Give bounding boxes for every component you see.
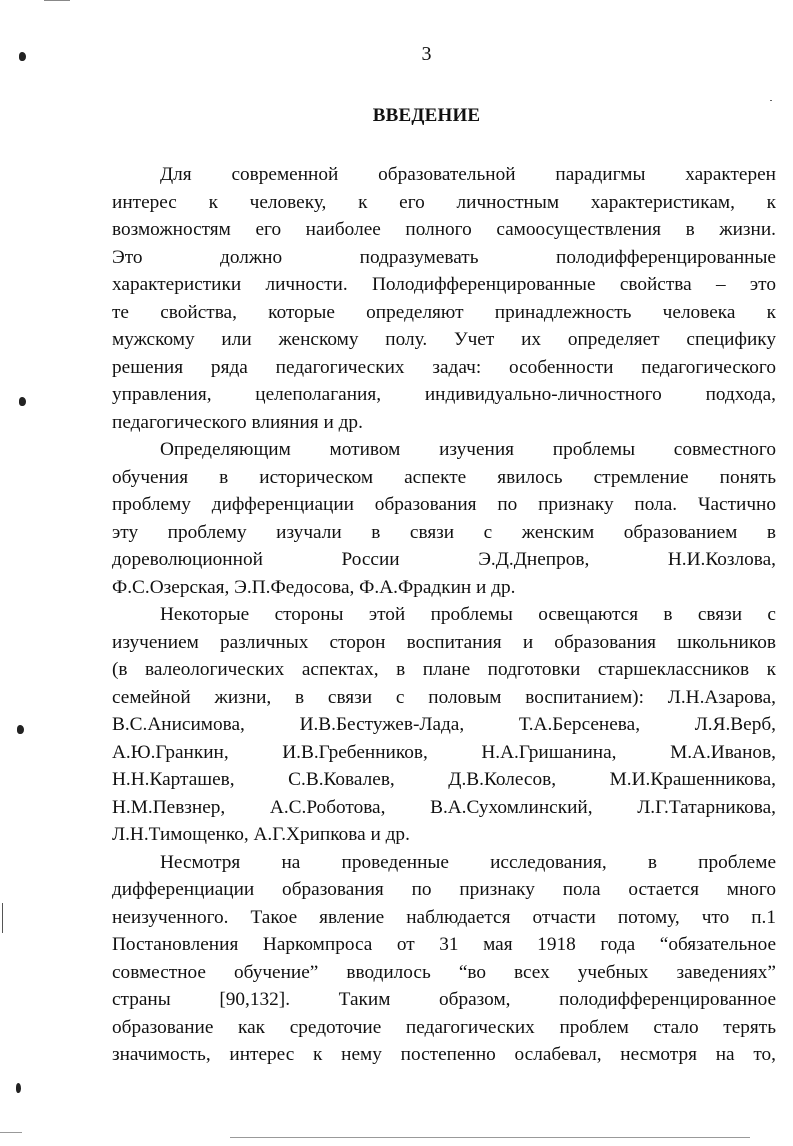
text-line: эту проблему изучали в связи с женским образованием в bbox=[112, 521, 776, 543]
paragraph-intro bbox=[112, 161, 776, 436]
page-title: ВВЕДЕНИЕ bbox=[372, 105, 481, 126]
text-line: Л.Н.Тимощенко, А.Г.Хрипкова и др. bbox=[112, 824, 410, 845]
text-line: Ф.С.Озерская, Э.П.Федосова, Ф.А.Фрадкин и др. bbox=[112, 576, 516, 598]
paragraph-motive bbox=[112, 436, 776, 601]
text-line: Несмотря на проведенные исследования, в проблеме bbox=[160, 851, 776, 873]
scan-bottom-line bbox=[0, 1132, 22, 1133]
scan-bottom-line bbox=[230, 1137, 750, 1138]
text-line: проблему дифференциации образования по признаку пола. Частично bbox=[112, 494, 776, 515]
punch-hole-mark bbox=[17, 725, 24, 734]
punch-hole-mark bbox=[16, 1083, 21, 1093]
text-line: педагогического влияния и др. bbox=[112, 411, 363, 433]
text-line: Определяющим мотивом изучения проблемы совместного bbox=[160, 439, 776, 460]
scan-speck bbox=[770, 100, 772, 101]
text-line: семейной жизни, в связи с половым воспитанием): Л.Н.Азарова, bbox=[112, 686, 776, 708]
text-line: А.Ю.Гранкин, И.В.Гребенников, Н.А.Гришанина, М.А.Иванов, bbox=[112, 741, 776, 763]
page-number: 3 bbox=[421, 43, 432, 65]
text-line: те свойства, которые определяют принадлежность человека к bbox=[112, 301, 776, 323]
scan-top-rule bbox=[44, 0, 70, 1]
text-line: обучения в историческом аспекте явилось стремление понять bbox=[112, 466, 776, 488]
text-line: неизученного. Такое явление наблюдается отчасти потому, что п.1 bbox=[112, 906, 776, 928]
text-line: мужскому или женскому полу. Учет их определяет специфику bbox=[112, 329, 776, 350]
text-line: изучением различных сторон воспитания и образования школьников bbox=[112, 631, 776, 653]
punch-hole-mark bbox=[19, 397, 26, 406]
text-line: решения ряда педагогических задач: особенности педагогического bbox=[112, 356, 776, 378]
text-line: Для современной образовательной парадигмы характерен bbox=[160, 164, 776, 185]
text-line: интерес к человеку, к его личностным характеристикам, к bbox=[112, 191, 776, 213]
scan-left-bar bbox=[2, 903, 3, 933]
paragraph-decree bbox=[112, 849, 776, 1069]
text-line: характеристики личности. Полодифференцированные свойства – это bbox=[112, 274, 776, 295]
text-line: дифференциации образования по признаку пола остается много bbox=[112, 879, 776, 900]
text-line: управления, целеполагания, индивидуально-личностного подхода, bbox=[112, 384, 776, 405]
text-line: совместное обучение” вводилось “во всех учебных заведениях” bbox=[112, 961, 776, 983]
paragraph-authors bbox=[112, 601, 776, 849]
text-line: возможностям его наиболее полного самоосуществления в жизни. bbox=[112, 219, 776, 240]
text-line: (в валеологических аспектах, в плане подготовки старшеклассников к bbox=[112, 659, 776, 680]
text-line: Н.Н.Карташев, С.В.Ковалев, Д.В.Колесов, М.И.Крашенникова, bbox=[112, 769, 776, 790]
text-line: дореволюционной России Э.Д.Днепров, Н.И.Козлова, bbox=[112, 549, 776, 570]
text-line: значимость, интерес к нему постепенно ослабевал, несмотря на то, bbox=[112, 1044, 776, 1065]
text-line: В.С.Анисимова, И.В.Бестужев-Лада, Т.А.Берсенева, Л.Я.Верб, bbox=[112, 714, 776, 735]
text-line: страны [90,132]. Таким образом, полодифференцированное bbox=[112, 989, 776, 1010]
text-line: Некоторые стороны этой проблемы освещаются в связи с bbox=[160, 604, 776, 625]
text-line: Н.М.Певзнер, А.С.Роботова, В.А.Сухомлинский, Л.Г.Татарникова, bbox=[112, 796, 776, 818]
text-line: Это должно подразумевать полодифференцированные bbox=[112, 246, 776, 268]
document-body bbox=[112, 161, 776, 1069]
text-line: Постановления Наркомпроса от 31 мая 1918 года “обязательное bbox=[112, 934, 776, 955]
text-line: образование как средоточие педагогических проблем стало терять bbox=[112, 1016, 776, 1038]
